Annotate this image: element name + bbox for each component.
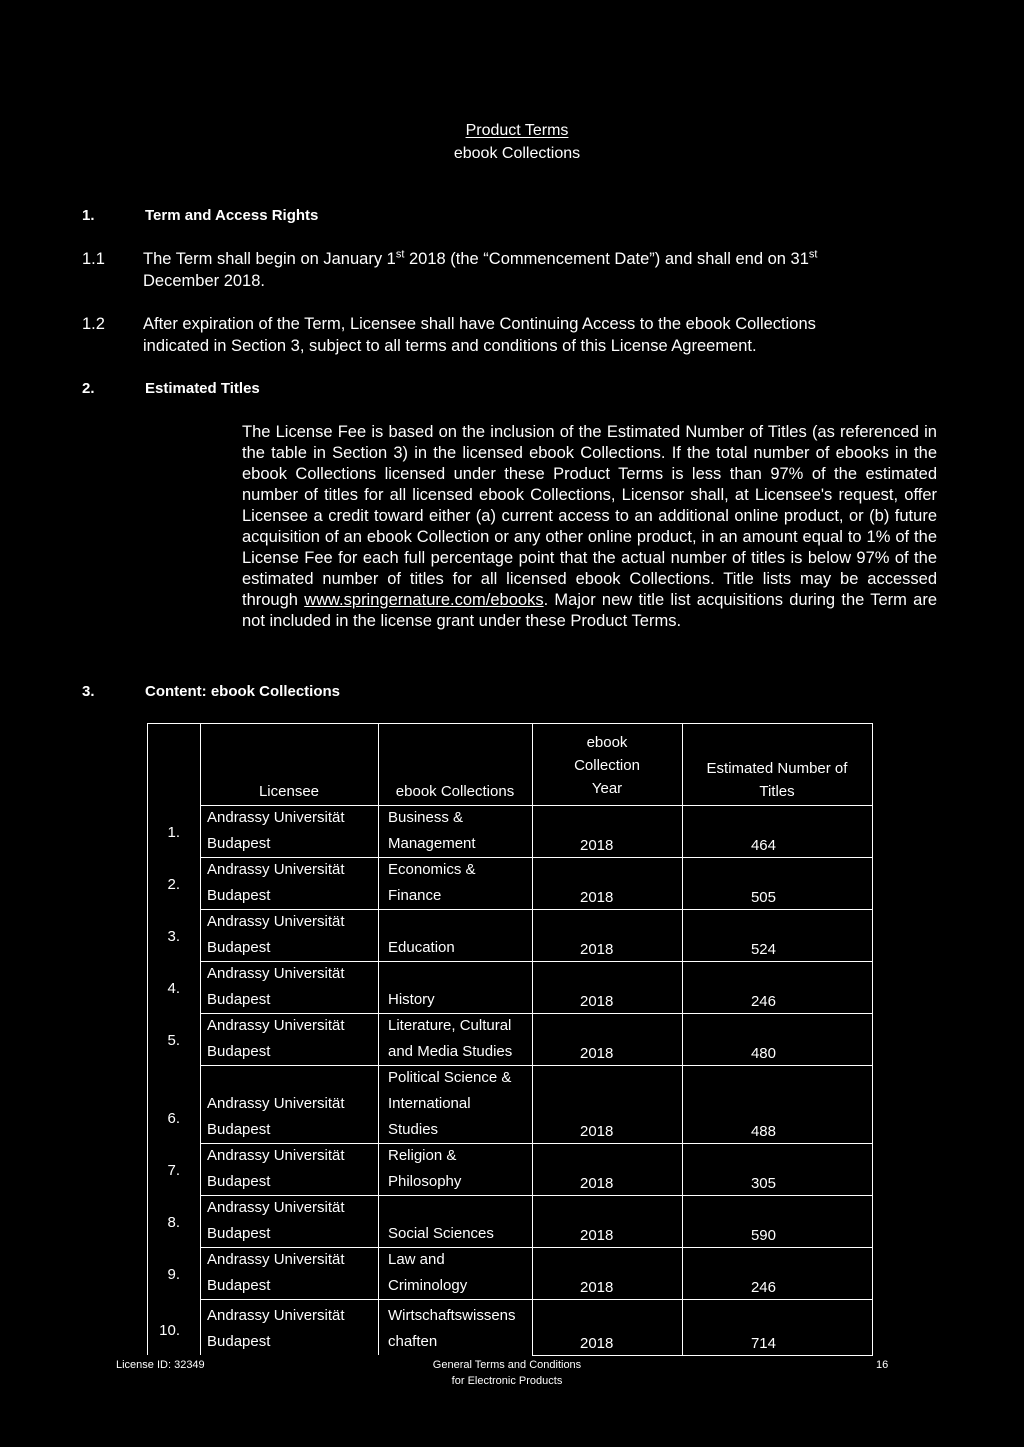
row-number: 6.: [167, 1110, 180, 1127]
row-bottom-line: [532, 1355, 873, 1356]
titles-cell: 305: [750, 1175, 776, 1192]
year-cell: 2018: [580, 993, 614, 1010]
collection-cell: Law and Criminology: [388, 1251, 468, 1294]
header-licensee: Licensee: [258, 783, 320, 800]
footer-page-number: 16: [876, 1359, 889, 1371]
row-separator: [200, 1065, 873, 1066]
collection-cell: Wirtschaftswissens chaften: [388, 1307, 516, 1350]
collection-cell: Literature, Cultural and Media Studies: [388, 1017, 513, 1060]
table-divider-4: [682, 723, 683, 1355]
header-collections: ebook Collections: [395, 783, 515, 800]
collection-cell: Political Science & International Studies: [388, 1069, 512, 1138]
header-titles: Estimated Number of Titles: [706, 760, 848, 800]
section-1-1-number: 1.1: [82, 250, 105, 268]
row-number: 3.: [167, 928, 180, 945]
footer-license-id: License ID: 32349: [116, 1359, 205, 1371]
section-3-title: Content: ebook Collections: [145, 683, 340, 700]
section-3-number: 3.: [82, 683, 95, 700]
year-cell: 2018: [580, 1123, 614, 1140]
table-divider-1: [200, 723, 201, 1355]
section-2-number: 2.: [82, 380, 95, 397]
year-cell: 2018: [580, 889, 614, 906]
section-2-title: Estimated Titles: [145, 380, 260, 397]
titles-cell: 590: [750, 1227, 776, 1244]
licensee-cell: Andrassy Universität Budapest: [207, 1095, 345, 1138]
titles-cell: 246: [750, 993, 776, 1010]
collections-table: [147, 723, 873, 1355]
section-1-2-number: 1.2: [82, 315, 105, 333]
row-number: 2.: [167, 876, 180, 893]
row-number: 4.: [167, 980, 180, 997]
year-cell: 2018: [580, 1227, 614, 1244]
page-subtitle: ebook Collections: [453, 145, 581, 162]
section-1-1-text-end: December 2018.: [143, 272, 265, 290]
year-cell: 2018: [580, 1175, 614, 1192]
titles-cell: 714: [750, 1335, 776, 1352]
table-border-right: [872, 723, 873, 1355]
collection-cell: History: [388, 991, 435, 1008]
year-cell: 2018: [580, 1335, 614, 1352]
licensee-cell: Andrassy Universität Budapest: [207, 1307, 345, 1350]
collection-cell: Religion & Philosophy: [388, 1147, 462, 1190]
licensee-cell: Andrassy Universität Budapest: [207, 861, 345, 904]
section-1-2-line2: indicated in Section 3, subject to all terms and conditions of this License Agreement.: [143, 337, 757, 355]
collection-cell: Education: [388, 939, 455, 956]
titles-cell: 246: [750, 1279, 776, 1296]
section-1-title: Term and Access Rights: [145, 207, 319, 224]
table-border-top: [147, 723, 873, 724]
titles-cell: 464: [750, 837, 776, 854]
licensee-cell: Andrassy Universität Budapest: [207, 1199, 345, 1242]
table-divider-3: [532, 723, 533, 1355]
section-1-2-line1: After expiration of the Term, Licensee shall have Continuing Access to the ebook Collections: [143, 315, 816, 333]
licensee-cell: Andrassy Universität Budapest: [207, 1251, 345, 1294]
titles-cell: 488: [750, 1123, 776, 1140]
section-1-1-text: The Term shall begin on January 1st 2018 (the “Commencement Date”) and shall end on 31st: [143, 248, 818, 268]
titles-cell: 505: [750, 889, 776, 906]
section-2-body: The License Fee is based on the inclusion of the Estimated Number of Titles (as referenced in the table in Section 3) in the licensed ebook Collections. If the total number of ebooks in the ebook Collections licensed under these Product Terms is less than 97% of the estimated number of titles for all licensed ebook Collections, Licensor shall, at Licensee's request, offer Licensee a credit toward either (a) current access to an additional online product, or (b) future acquisition of an ebook Collection or any other online product, in an amount equal to 1% of the License Fee for each full percentage point that the actual number of titles is below 97% of the estimated number of titles for all licensed ebook Collections. Title lists may be accessed through www.springernature.com/ebooks. Major new title list acquisitions during the Term are not included in the license grant under these Product Terms.: [242, 423, 938, 630]
page-title: Product Terms: [465, 122, 569, 139]
table-divider-2: [378, 723, 379, 1355]
licensee-cell: Andrassy Universität Budapest: [207, 1147, 345, 1190]
titles-cell: 524: [750, 941, 776, 958]
header-year: ebook Collection Year: [574, 734, 640, 797]
collection-cell: Economics & Finance: [388, 861, 476, 904]
collection-cell: Social Sciences: [388, 1225, 494, 1242]
row-number: 10.: [159, 1322, 180, 1339]
row-number: 9.: [167, 1266, 180, 1283]
collection-cell: Business & Management: [388, 809, 476, 852]
footer-center: General Terms and Conditions for Electronic Products: [432, 1359, 582, 1387]
licensee-cell: Andrassy Universität Budapest: [207, 913, 345, 956]
year-cell: 2018: [580, 941, 614, 958]
row-number: 1.: [167, 824, 180, 841]
year-cell: 2018: [580, 837, 614, 854]
titles-cell: 480: [750, 1045, 776, 1062]
year-cell: 2018: [580, 1045, 614, 1062]
row-number: 5.: [167, 1032, 180, 1049]
row-separator: [200, 1299, 873, 1300]
year-cell: 2018: [580, 1279, 614, 1296]
licensee-cell: Andrassy Universität Budapest: [207, 809, 345, 852]
row-number: 8.: [167, 1214, 180, 1231]
ebooks-link[interactable]: www.springernature.com/ebooks: [304, 591, 544, 609]
licensee-cell: Andrassy Universität Budapest: [207, 965, 345, 1008]
row-number: 7.: [167, 1162, 180, 1179]
licensee-cell: Andrassy Universität Budapest: [207, 1017, 345, 1060]
section-1-number: 1.: [82, 207, 95, 224]
